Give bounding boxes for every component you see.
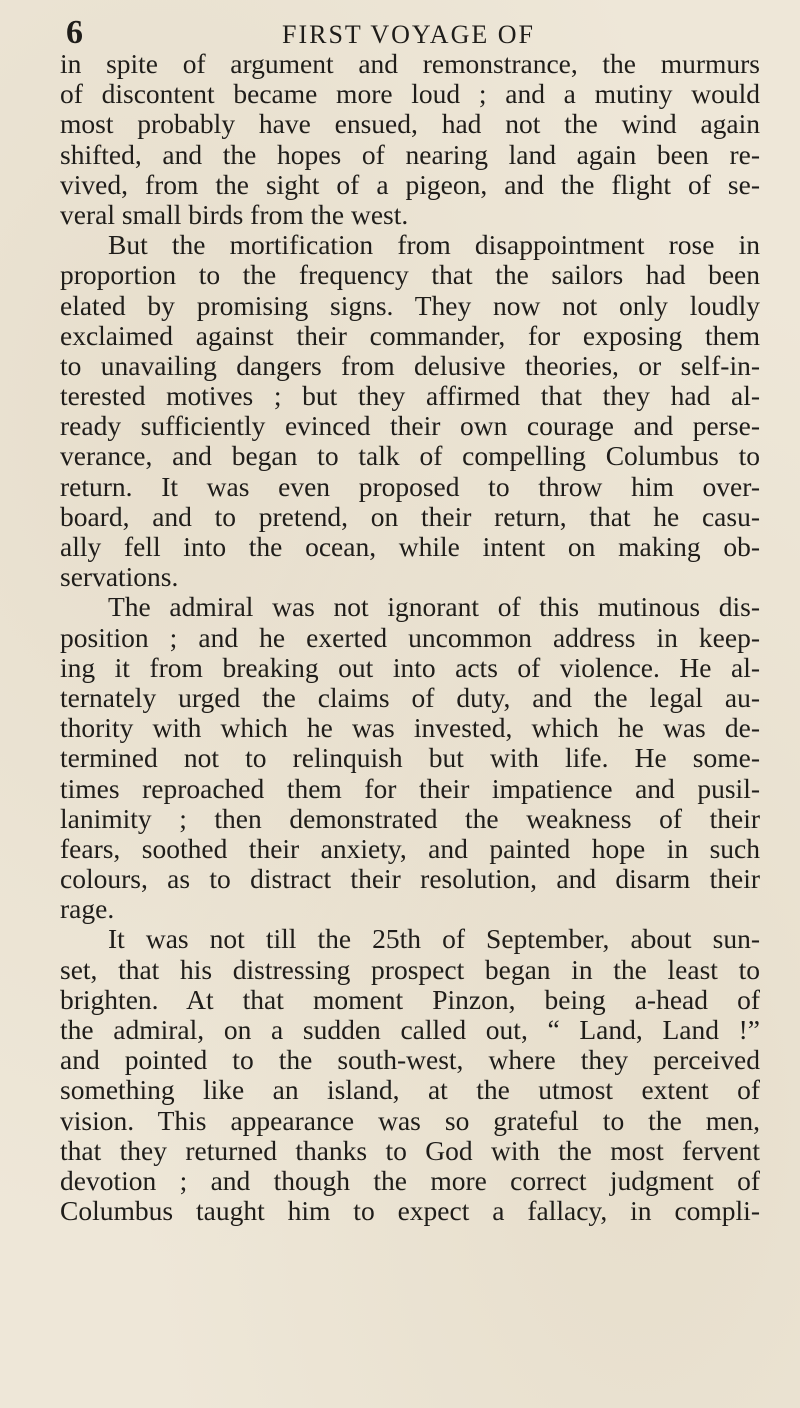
text-line: fears, soothed their anxiety, and painted hope in such: [60, 833, 760, 864]
page-header: [60, 14, 760, 54]
text-line: most probably have ensued, had not the wind again: [60, 109, 760, 140]
body-text: [60, 49, 760, 1226]
text-line: elated by promising signs. They now not only loudly: [60, 290, 760, 321]
text-line: set, that his distressing prospect began in the least to: [60, 954, 760, 985]
text-line: times reproached them for their impatience and pusil-: [60, 773, 760, 804]
text-line: colours, as to distract their resolution, and disarm their: [60, 864, 760, 895]
text-line: brighten. At that moment Pinzon, being a-head of: [60, 984, 760, 1015]
text-line: of discontent became more loud ; and a mutiny would: [60, 79, 760, 110]
page-number: 6: [66, 14, 83, 51]
text-line: something like an island, at the utmost extent of: [60, 1075, 760, 1106]
text-line: position ; and he exerted uncommon address in keep-: [60, 622, 760, 653]
text-line: exclaimed against their commander, for exposing them: [60, 320, 760, 351]
text-line: veral small birds from the west.: [60, 199, 409, 230]
text-line: that they returned thanks to God with the most fervent: [60, 1135, 760, 1166]
text-line: verance, and began to talk of compelling Columbus to: [60, 441, 760, 472]
text-line: board, and to pretend, on their return, that he casu-: [60, 501, 760, 532]
text-line: vived, from the sight of a pigeon, and the flight of se-: [60, 169, 760, 200]
text-line: to unavailing dangers from delusive theories, or self-in-: [60, 350, 760, 381]
text-line: servations.: [60, 562, 179, 593]
text-line: The admiral was not ignorant of this mutinous dis-: [108, 592, 760, 623]
text-line: proportion to the frequency that the sailors had been: [60, 260, 760, 291]
text-line: rage.: [60, 894, 115, 925]
text-line: ternately urged the claims of duty, and the legal au-: [60, 682, 760, 713]
text-line: thority with which he was invested, which he was de-: [60, 713, 760, 744]
text-line: It was not till the 25th of September, about sun-: [108, 924, 760, 955]
text-line: vision. This appearance was so grateful to the men,: [60, 1105, 760, 1136]
text-line: the admiral, on a sudden called out, “ Land, Land !”: [60, 1015, 760, 1045]
text-line: ally fell into the ocean, while intent on making ob-: [60, 532, 760, 562]
text-line: Columbus taught him to expect a fallacy, in compli-: [60, 1196, 760, 1227]
text-line: and pointed to the south-west, where they perceived: [60, 1045, 760, 1076]
text-line: terested motives ; but they affirmed that they had al-: [60, 381, 760, 412]
text-line: But the mortification from disappointment rose in: [108, 230, 760, 261]
text-line: ready sufficiently evinced their own courage and perse-: [60, 411, 760, 442]
text-line: return. It was even proposed to throw him over-: [60, 471, 760, 502]
text-line: termined not to relinquish but with life. He some-: [60, 743, 760, 774]
text-line: ing it from breaking out into acts of violence. He al-: [60, 652, 760, 683]
text-line: devotion ; and though the more correct judgment of: [60, 1165, 760, 1196]
text-line: in spite of argument and remonstrance, the murmurs: [60, 49, 760, 79]
text-line: shifted, and the hopes of nearing land again been re-: [60, 139, 760, 170]
text-line: lanimity ; then demonstrated the weakness of their: [60, 803, 760, 834]
running-head: FIRST VOYAGE OF: [282, 20, 535, 49]
